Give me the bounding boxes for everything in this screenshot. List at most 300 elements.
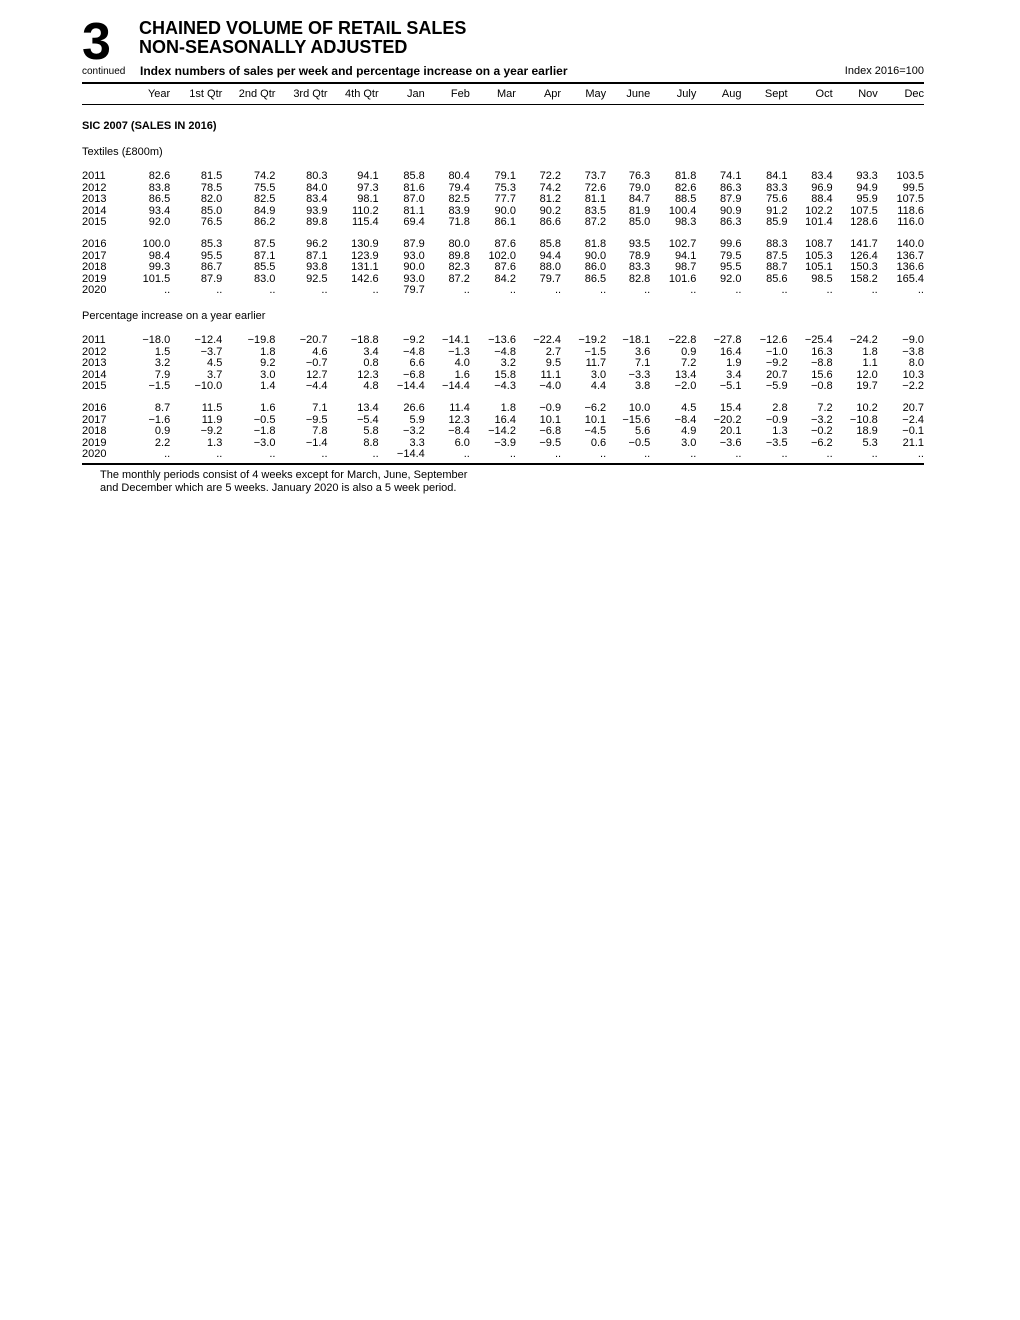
table-cell: 131.1 (351, 261, 379, 274)
table-cell: 1.5 (154, 345, 171, 358)
table-cell: −1.3 (448, 345, 470, 358)
table-cell: 93.3 (856, 170, 878, 182)
table-cell: −10.0 (194, 380, 223, 393)
table-cell: 7.9 (154, 368, 171, 381)
table-cell: −8.8 (810, 357, 833, 370)
column-header: Dec (904, 88, 924, 100)
table-cell: −6.2 (810, 436, 833, 449)
table-cell: 3.4 (363, 345, 379, 358)
table-cell: 26.6 (403, 401, 425, 414)
table-cell: 8.8 (363, 436, 379, 449)
table-cell: 108.7 (805, 237, 833, 250)
table-cell: .. (463, 284, 470, 297)
table-cell: 84.0 (306, 181, 328, 194)
table-cell: 15.6 (811, 368, 833, 381)
table-cell: −18.8 (350, 333, 379, 346)
table-cell: 11.5 (201, 401, 223, 414)
table-cell: 82.8 (628, 272, 651, 285)
table-cell: 136.7 (896, 249, 924, 262)
table-cell: 12.3 (448, 413, 470, 426)
row-year: 2018 (82, 425, 107, 438)
table-row (82, 449, 924, 461)
table-cell: 20.1 (720, 425, 742, 438)
table-cell: −4.3 (494, 380, 516, 393)
table-cell: 82.3 (448, 261, 470, 274)
table-cell: −1.5 (148, 380, 171, 393)
table-cell: −3.2 (810, 413, 833, 426)
column-header: July (676, 88, 697, 100)
table-cell: 87.9 (720, 193, 742, 206)
table-cell: 95.5 (720, 261, 742, 274)
table-cell: 3.8 (634, 380, 651, 393)
column-header: Aug (721, 88, 742, 100)
table-cell: 69.4 (403, 216, 425, 229)
table-cell: −3.3 (628, 368, 651, 381)
table-cell: 1.8 (260, 345, 276, 358)
table-cell: 77.7 (494, 193, 516, 206)
table-cell: 87.5 (766, 249, 788, 262)
table-cell: 75.5 (254, 181, 276, 194)
row-year: 2019 (82, 272, 107, 285)
table-cell: 87.2 (584, 216, 607, 229)
table-cell: 100.4 (668, 204, 697, 217)
table-cell: .. (600, 448, 607, 461)
table-cell: 15.8 (494, 368, 516, 381)
row-year: 2013 (82, 357, 107, 370)
table-cell: 86.2 (254, 216, 276, 229)
table-cell: 99.3 (148, 261, 171, 274)
table-cell: 85.8 (403, 170, 425, 182)
table-cell: −27.8 (713, 333, 742, 346)
table-number: 3 (82, 13, 110, 71)
index-table-2011-2015 (82, 171, 924, 229)
table-cell: .. (372, 284, 379, 297)
table-cell: 102.2 (805, 204, 833, 217)
table-cell: 11.1 (540, 368, 562, 381)
table-cell: 5.9 (409, 413, 425, 426)
table-cell: .. (164, 284, 171, 297)
table-cell: 87.1 (254, 249, 276, 262)
table-cell: 101.5 (142, 272, 171, 285)
footnote-line-2: and December which are 5 weeks. January 2020 is also a 5 week period. (100, 481, 457, 494)
table-cell: −22.8 (668, 333, 697, 346)
table-cell: 10.1 (539, 413, 562, 426)
table-cell: 8.7 (154, 401, 171, 414)
row-year: 2019 (82, 436, 107, 449)
table-cell: −20.2 (713, 413, 742, 426)
table-cell: 85.9 (766, 216, 788, 229)
table-cell: −14.1 (442, 333, 470, 346)
row-year: 2011 (82, 333, 106, 346)
table-cell: 123.9 (351, 249, 379, 262)
table-cell: −9.0 (902, 333, 924, 346)
index-table-2016-2020 (82, 239, 924, 297)
table-cell: 87.6 (494, 237, 516, 250)
row-year: 2020 (82, 284, 107, 297)
table-cell: −12.4 (194, 333, 223, 346)
table-cell: 85.8 (539, 237, 562, 250)
table-cell: −3.5 (765, 436, 788, 449)
table-cell: −5.1 (719, 380, 742, 393)
table-cell: 84.1 (766, 170, 788, 182)
table-cell: 105.3 (805, 249, 833, 262)
row-year: 2017 (82, 413, 107, 426)
table-cell: .. (463, 448, 470, 461)
index-block-label: Textiles (£800m) (82, 146, 163, 158)
row-year: 2020 (82, 448, 107, 461)
table-cell: 20.7 (902, 401, 924, 414)
table-cell: 3.6 (634, 345, 651, 358)
table-row (82, 381, 924, 393)
footnote (100, 469, 924, 495)
table-cell: 102.7 (668, 237, 697, 250)
table-cell: 86.7 (200, 261, 223, 274)
table-cell: 4.4 (590, 380, 607, 393)
table-cell: −0.8 (810, 380, 833, 393)
table-cell: −13.6 (488, 333, 516, 346)
column-header: Jan (407, 88, 425, 100)
table-cell: 4.0 (454, 357, 470, 370)
table-cell: 4.9 (681, 425, 697, 438)
table-cell: 1.8 (500, 401, 516, 414)
table-cell: 4.5 (681, 401, 697, 414)
table-cell: −5.4 (356, 413, 379, 426)
table-cell: 84.7 (628, 193, 651, 206)
table-cell: 88.4 (811, 193, 833, 206)
table-cell: 98.7 (674, 261, 697, 274)
table-cell: −18.1 (622, 333, 651, 346)
table-row (82, 426, 924, 438)
table-cell: .. (917, 284, 924, 297)
table-cell: 84.2 (494, 272, 516, 285)
table-cell: 101.6 (668, 272, 697, 285)
table-cell: .. (372, 448, 379, 461)
table-cell: 90.9 (720, 204, 742, 217)
table-cell: .. (826, 284, 833, 297)
table-cell: 0.6 (590, 436, 607, 449)
table-cell: 93.4 (148, 204, 171, 217)
table-cell: 76.5 (200, 216, 223, 229)
table-cell: −12.6 (759, 333, 788, 346)
table-cell: 3.4 (726, 368, 742, 381)
bottom-rule (82, 463, 924, 465)
table-cell: 72.6 (584, 181, 607, 194)
table-cell: 4.5 (207, 357, 223, 370)
table-cell: −6.8 (539, 425, 562, 438)
table-cell: 3.0 (681, 436, 697, 449)
table-row (82, 239, 924, 251)
table-cell: 98.3 (674, 216, 697, 229)
table-cell: 6.6 (409, 357, 425, 370)
column-header: 4th Qtr (345, 88, 379, 100)
table-cell: .. (269, 284, 276, 297)
table-cell: 89.8 (306, 216, 328, 229)
table-cell: .. (600, 284, 607, 297)
table-cell: −9.2 (200, 425, 223, 438)
table-cell: .. (216, 284, 223, 297)
table-cell: 87.2 (448, 272, 470, 285)
table-cell: 4.6 (312, 345, 328, 358)
row-year: 2014 (82, 368, 107, 381)
table-cell: 10.1 (584, 413, 607, 426)
column-header: Year (147, 88, 171, 100)
column-header: Mar (497, 88, 516, 100)
table-cell: 128.6 (850, 216, 878, 229)
column-header: June (626, 88, 651, 100)
table-cell: 10.0 (628, 401, 651, 414)
column-header-blank (82, 84, 128, 104)
table-cell: 93.0 (403, 249, 425, 262)
table-cell: −1.8 (253, 425, 276, 438)
table-cell: 103.5 (896, 170, 924, 182)
table-cell: 92.0 (720, 272, 742, 285)
row-year: 2018 (82, 261, 107, 274)
column-header: 2nd Qtr (238, 88, 276, 100)
table-cell: .. (781, 448, 788, 461)
table-cell: 0.9 (681, 345, 697, 358)
table-cell: −0.5 (628, 436, 651, 449)
table-cell: 107.5 (896, 193, 924, 206)
table-cell: −4.5 (584, 425, 607, 438)
table-cell: 90.0 (494, 204, 516, 217)
table-cell: 110.2 (351, 204, 379, 217)
index-base-note: Index 2016=100 (844, 65, 924, 77)
table-cell: −10.8 (849, 413, 878, 426)
table-cell: 94.4 (539, 249, 562, 262)
table-cell: −3.7 (200, 345, 223, 358)
table-cell: 10.2 (856, 401, 878, 414)
table-cell: −0.7 (305, 357, 328, 370)
table-cell: 93.0 (403, 272, 425, 285)
table-cell: 79.0 (628, 181, 651, 194)
column-header: Apr (543, 88, 562, 100)
table-cell: .. (216, 448, 223, 461)
table-cell: −19.8 (247, 333, 276, 346)
table-cell: 99.6 (720, 237, 742, 250)
table-cell: −3.0 (253, 436, 276, 449)
table-cell: −0.9 (765, 413, 788, 426)
table-cell: 96.9 (811, 181, 833, 194)
table-row (82, 438, 924, 450)
table-cell: −4.4 (305, 380, 328, 393)
table-row (82, 285, 924, 297)
table-cell: 9.2 (260, 357, 276, 370)
table-cell: .. (735, 284, 742, 297)
table-cell: 0.8 (363, 357, 379, 370)
table-cell: 79.7 (403, 284, 425, 297)
table-cell: −0.2 (810, 425, 833, 438)
table-cell: 82.6 (674, 181, 697, 194)
table-row (82, 335, 924, 347)
table-row (82, 403, 924, 415)
table-cell: 15.4 (720, 401, 742, 414)
table-cell: 75.6 (766, 193, 788, 206)
table-header (82, 13, 924, 82)
table-cell: −9.5 (539, 436, 562, 449)
table-cell: 81.6 (403, 181, 425, 194)
table-cell: .. (826, 448, 833, 461)
table-cell: 16.3 (811, 345, 833, 358)
table-cell: 93.9 (306, 204, 328, 217)
table-cell: 86.0 (584, 261, 607, 274)
table-cell: .. (735, 448, 742, 461)
table-cell: 6.0 (454, 436, 470, 449)
table-cell: 1.1 (862, 357, 878, 370)
table-cell: −2.4 (902, 413, 924, 426)
table-cell: 1.9 (726, 357, 742, 370)
table-cell: −18.0 (142, 333, 171, 346)
column-header: Sept (764, 88, 788, 100)
table-cell: 4.8 (363, 380, 379, 393)
row-year: 2016 (82, 237, 107, 250)
table-cell: 85.0 (628, 216, 651, 229)
table-cell: 96.2 (306, 237, 328, 250)
column-header: Nov (858, 88, 878, 100)
table-cell: 87.6 (494, 261, 516, 274)
table-cell: 79.5 (720, 249, 742, 262)
row-year: 2011 (82, 170, 106, 182)
row-year: 2015 (82, 380, 107, 393)
table-cell: 5.3 (862, 436, 878, 449)
column-header: Feb (450, 88, 470, 100)
table-cell: .. (781, 284, 788, 297)
table-cell: 165.4 (896, 272, 924, 285)
row-year: 2017 (82, 249, 107, 262)
table-cell: 1.6 (260, 401, 276, 414)
table-cell: 118.6 (897, 204, 924, 217)
table-cell: 11.9 (201, 413, 223, 426)
table-cell: 10.3 (902, 368, 924, 381)
table-cell: 87.0 (403, 193, 425, 206)
table-cell: 87.9 (200, 272, 223, 285)
row-year: 2012 (82, 345, 107, 358)
table-cell: 13.4 (357, 401, 379, 414)
table-cell: 3.0 (260, 368, 276, 381)
column-header: Oct (815, 88, 833, 100)
table-cell: 83.4 (811, 170, 833, 182)
table-cell: 93.5 (628, 237, 651, 250)
table-cell: 102.0 (488, 249, 516, 262)
table-cell: 116.0 (897, 216, 924, 229)
table-cell: 86.5 (148, 193, 171, 206)
table-cell: 80.4 (448, 170, 470, 182)
table-cell: 85.6 (766, 272, 788, 285)
table-cell: −2.2 (902, 380, 924, 393)
table-cell: −1.0 (765, 345, 788, 358)
table-cell: 158.2 (850, 272, 878, 285)
table-cell: 83.3 (766, 181, 788, 194)
table-cell: 101.4 (805, 216, 833, 229)
table-cell: 1.3 (207, 436, 223, 449)
table-cell: 7.2 (681, 357, 697, 370)
table-cell: −0.9 (539, 401, 562, 414)
table-cell: 105.1 (805, 261, 833, 274)
table-cell: 83.0 (254, 272, 276, 285)
table-cell: 92.0 (148, 216, 171, 229)
table-cell: −19.2 (578, 333, 607, 346)
table-cell: −6.2 (584, 401, 607, 414)
table-subtitle: Index numbers of sales per week and percentage increase on a year earlier (140, 64, 568, 78)
table-cell: 99.5 (902, 181, 924, 194)
table-cell: 81.1 (403, 204, 425, 217)
table-cell: −0.5 (253, 413, 276, 426)
table-cell: 12.3 (357, 368, 379, 381)
table-cell: 7.1 (312, 401, 328, 414)
table-cell: 98.4 (148, 249, 171, 262)
table-cell: .. (690, 284, 697, 297)
table-cell: 9.5 (545, 357, 562, 370)
table-cell: 82.0 (200, 193, 223, 206)
table-cell: 81.9 (628, 204, 651, 217)
table-cell: −15.6 (622, 413, 651, 426)
table-cell: 81.2 (539, 193, 562, 206)
row-year: 2012 (82, 181, 107, 194)
table-cell: 98.5 (811, 272, 833, 285)
table-cell: 16.4 (720, 345, 742, 358)
table-cell: −9.5 (305, 413, 328, 426)
table-cell: 87.5 (254, 237, 276, 250)
table-cell: 94.1 (674, 249, 697, 262)
table-cell: 11.7 (585, 357, 607, 370)
table-cell: −14.2 (488, 425, 516, 438)
table-cell: 85.3 (200, 237, 223, 250)
table-cell: 78.5 (200, 181, 223, 194)
table-cell: .. (690, 448, 697, 461)
table-cell: −4.8 (494, 345, 516, 358)
table-cell: 85.0 (200, 204, 223, 217)
table-cell: 85.5 (254, 261, 276, 274)
table-cell: 8.0 (908, 357, 924, 370)
table-cell: −0.1 (902, 425, 924, 438)
table-cell: 97.3 (357, 181, 379, 194)
table-cell: 82.5 (254, 193, 276, 206)
table-cell: 75.3 (494, 181, 516, 194)
table-cell: 83.4 (306, 193, 328, 206)
table-cell: 78.9 (628, 249, 651, 262)
table-cell: 79.4 (448, 181, 470, 194)
table-cell: 150.3 (850, 261, 878, 274)
table-cell: .. (554, 448, 562, 461)
table-cell: 7.8 (312, 425, 328, 438)
table-cell: 12.0 (856, 368, 878, 381)
table-cell: −20.7 (299, 333, 328, 346)
table-cell: 16.4 (494, 413, 516, 426)
column-header-table (82, 84, 924, 104)
table-cell: 88.0 (539, 261, 562, 274)
table-cell: −14.4 (396, 380, 425, 393)
table-cell: 81.8 (584, 237, 607, 250)
pct-table-2016-2020 (82, 403, 924, 461)
table-cell: 142.6 (351, 272, 379, 285)
table-cell: −24.2 (849, 333, 878, 346)
section-title: SIC 2007 (SALES IN 2016) (82, 120, 217, 132)
column-header: 1st Qtr (189, 88, 223, 100)
table-cell: .. (554, 284, 562, 297)
table-cell: 11.4 (449, 401, 470, 414)
table-cell: 1.3 (772, 425, 788, 438)
table-cell: 1.4 (260, 380, 276, 393)
table-cell: .. (269, 448, 276, 461)
table-cell: 3.2 (154, 357, 171, 370)
table-cell: .. (321, 448, 328, 461)
table-cell: 136.6 (896, 261, 924, 274)
table-row (82, 358, 924, 370)
pct-table-2011-2015 (82, 335, 924, 393)
table-cell: −1.6 (148, 413, 171, 426)
table-cell: 71.8 (448, 216, 470, 229)
table-cell: 140.0 (896, 237, 924, 250)
table-cell: 80.0 (448, 237, 470, 250)
